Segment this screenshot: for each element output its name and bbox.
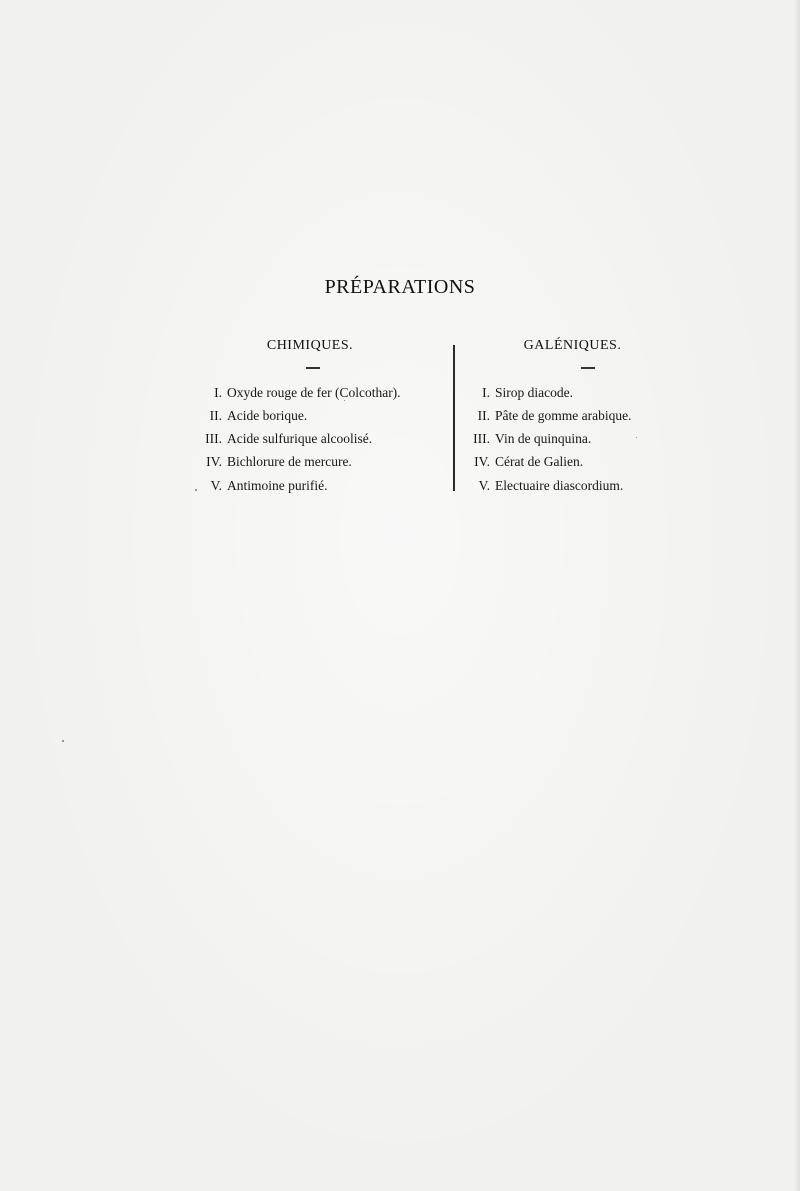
list-item (190, 450, 445, 473)
column-divider (453, 345, 455, 491)
heading-dash (581, 367, 595, 369)
item-text: Oxyde rouge de fer (Colcothar). (227, 384, 401, 400)
chimiques-heading: CHIMIQUES. (266, 338, 354, 353)
list-item (190, 427, 445, 450)
paper-speck (62, 740, 64, 742)
item-text: Pâte de gomme arabique. (495, 407, 632, 423)
page-title: PRÉPARATIONS (324, 276, 476, 298)
item-text: Bichlorure de mercure. (227, 454, 352, 470)
paper-speck (344, 400, 345, 401)
item-text: Vin de quinquina. (495, 431, 592, 447)
item-text: Cérat de Galien. (495, 454, 584, 470)
list-item (465, 427, 670, 450)
chimiques-list (190, 381, 445, 497)
list-item (465, 381, 670, 404)
heading-dash (306, 367, 320, 369)
item-number: V. (210, 477, 222, 493)
item-text: Acide borique. (227, 407, 308, 423)
item-text: Electuaire diascordium. (495, 477, 624, 493)
item-number: III. (205, 431, 222, 447)
list-item (465, 474, 670, 497)
paper-speck (636, 437, 637, 438)
galeniques-heading: GALÉNIQUES. (523, 338, 622, 353)
list-item (190, 404, 445, 427)
galeniques-column (465, 338, 670, 497)
item-number: II. (477, 407, 490, 423)
item-number: I. (482, 384, 490, 400)
list-item (465, 450, 670, 473)
item-text: Sirop diacode. (495, 384, 573, 400)
item-text: Antimoine purifié. (227, 477, 328, 493)
list-item (190, 474, 445, 497)
page-edge-shadow (794, 0, 800, 1191)
item-number: II. (209, 407, 222, 423)
item-number: III. (473, 431, 490, 447)
list-item (190, 381, 445, 404)
item-number: I. (214, 384, 222, 400)
list-item (465, 404, 670, 427)
item-number: V. (478, 477, 490, 493)
paper-speck (195, 489, 197, 491)
item-number: IV. (206, 454, 222, 470)
galeniques-list (465, 381, 670, 497)
chimiques-column (190, 338, 445, 497)
item-number: IV. (474, 454, 490, 470)
item-text: Acide sulfurique alcoolisé. (227, 431, 373, 447)
